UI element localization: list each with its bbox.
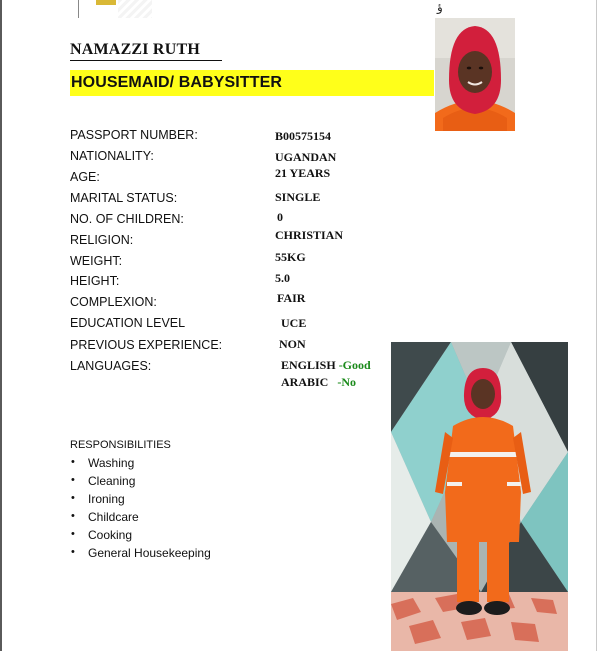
- value-age: 21 YEARS: [275, 166, 331, 180]
- candidate-name: NAMAZZI RUTH: [70, 41, 200, 58]
- full-length-image: [391, 342, 568, 651]
- full-length-photo: [391, 342, 568, 651]
- agency-logo-fragment: [96, 0, 116, 5]
- top-divider: [78, 0, 79, 18]
- list-item: • General Housekeeping: [70, 546, 211, 564]
- value-marital-status: SINGLE: [275, 190, 321, 204]
- language-english: [281, 358, 371, 373]
- value-nationality: UGANDAN: [275, 150, 337, 164]
- value-passport-number: B00575154: [275, 129, 332, 143]
- language-arabic-level: -No: [337, 375, 357, 389]
- language-arabic-name: ARABIC: [281, 375, 329, 389]
- label-nationality: NATIONALITY:: [70, 149, 154, 163]
- value-complexion: FAIR: [277, 291, 306, 305]
- value-religion: CHRISTIAN: [275, 228, 344, 242]
- header-glyph: ؤ: [437, 0, 443, 14]
- value-children: 0: [277, 210, 283, 224]
- label-passport-number: PASSPORT NUMBER:: [70, 128, 198, 142]
- label-religion: RELIGION:: [70, 233, 134, 247]
- list-item: • Washing: [70, 456, 211, 474]
- label-languages: LANGUAGES:: [70, 359, 152, 373]
- headshot-image: [435, 18, 515, 131]
- label-complexion: COMPLEXION:: [70, 295, 157, 309]
- candidate-role: HOUSEMAID/ BABYSITTER: [71, 74, 282, 91]
- value-education-level: UCE: [281, 316, 307, 330]
- page-left-border: [0, 0, 2, 651]
- language-arabic: [281, 375, 356, 390]
- language-english-level: -Good: [338, 358, 371, 372]
- language-english-name: ENGLISH: [281, 358, 336, 372]
- label-height: HEIGHT:: [70, 274, 120, 288]
- responsibilities-title: RESPONSIBILITIES: [70, 439, 171, 451]
- value-previous-experience: NON: [279, 337, 306, 351]
- list-item: • Childcare: [70, 510, 211, 528]
- headshot-photo: [435, 18, 515, 131]
- page-right-border: [596, 0, 597, 651]
- logo-pattern: [118, 0, 152, 18]
- label-marital-status: MARITAL STATUS:: [70, 191, 178, 205]
- responsibilities-list: [70, 456, 211, 564]
- name-underline: [70, 60, 222, 61]
- label-children: NO. OF CHILDREN:: [70, 212, 184, 226]
- label-previous-experience: PREVIOUS EXPERIENCE:: [70, 338, 223, 352]
- list-item: • Cooking: [70, 528, 211, 546]
- list-item: • Cleaning: [70, 474, 211, 492]
- value-height: 5.0: [275, 271, 290, 285]
- list-item: • Ironing: [70, 492, 211, 510]
- label-weight: WEIGHT:: [70, 254, 123, 268]
- label-education-level: EDUCATION LEVEL: [70, 316, 186, 330]
- label-age: AGE:: [70, 170, 100, 184]
- value-weight: 55KG: [275, 250, 306, 264]
